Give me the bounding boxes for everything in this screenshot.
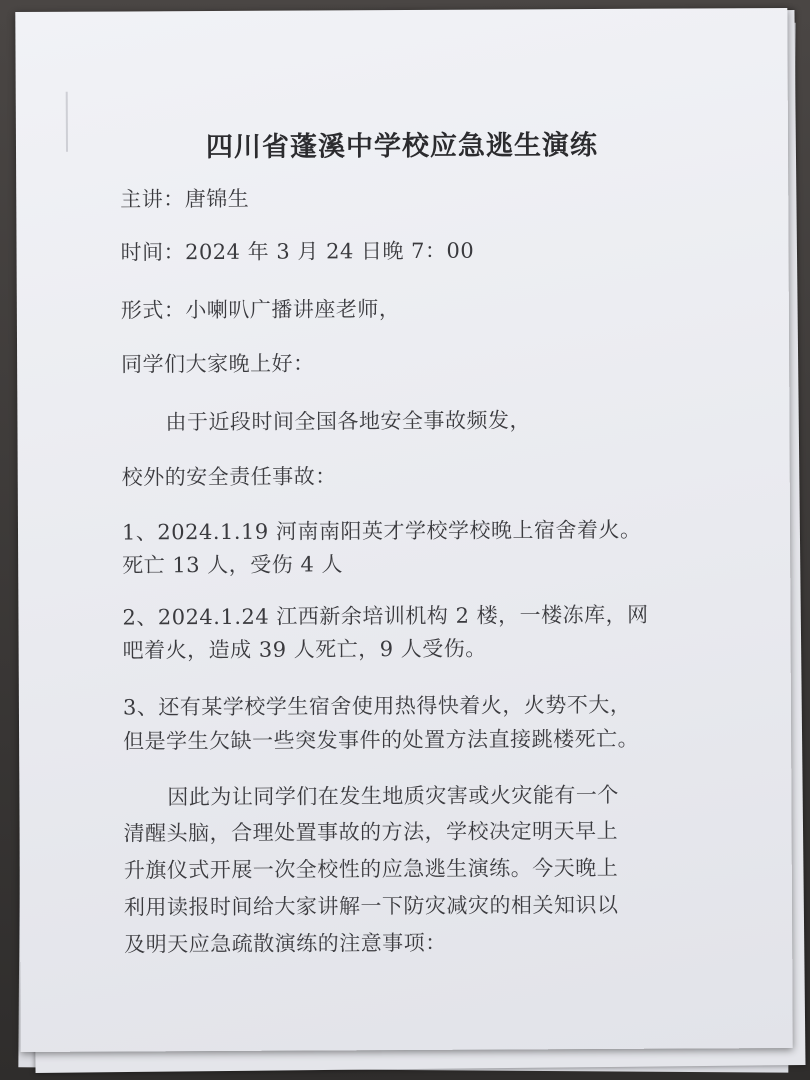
incident-1-line: 死亡 13 人，受伤 4 人 — [122, 552, 344, 578]
paragraph-line: 利用读报时间给大家讲解一下防灾减灾的相关知识以 — [123, 892, 619, 920]
document-title: 四川省蓬溪中学校应急逃生演练 — [205, 129, 599, 164]
incident-2-line: 2、2024.1.24 江西新余培训机构 2 楼，一楼冻库，网 — [122, 602, 649, 630]
incident-3-line: 但是学生欠缺一些突发事件的处置方法直接跳楼死亡。 — [123, 726, 640, 754]
paragraph-line: 清醒头脑，合理处置事故的方法，学校决定明天早上 — [123, 818, 619, 846]
greeting-line: 同学们大家晚上好： — [121, 351, 315, 377]
speaker-line: 主讲：唐锦生 — [120, 186, 250, 212]
format-line: 形式：小喇叭广播讲座老师， — [120, 297, 401, 323]
document-page — [15, 8, 792, 1052]
incident-2-line: 吧着火，造成 39 人死亡，9 人受伤。 — [122, 636, 487, 663]
incident-1-line: 1、2024.1.19 河南南阳英才学校学校晚上宿舍着火。 — [121, 517, 642, 545]
paragraph-line: 由于近段时间全国各地安全事故频发， — [165, 408, 531, 435]
incident-3-line: 3、还有某学校学生宿舍使用热得快着火，火势不大， — [122, 692, 632, 720]
paragraph-line: 校外的安全责任事故： — [121, 464, 337, 490]
paragraph-line: 及明天应急疏散演练的注意事项： — [124, 930, 447, 957]
paragraph-line: 因此为让同学们在发生地质灾害或火灾能有一个 — [167, 782, 619, 810]
time-line: 时间：2024 年 3 月 24 日晚 7：00 — [120, 238, 475, 265]
paragraph-line: 升旗仪式开展一次全校性的应急逃生演练。今天晚上 — [123, 855, 619, 883]
